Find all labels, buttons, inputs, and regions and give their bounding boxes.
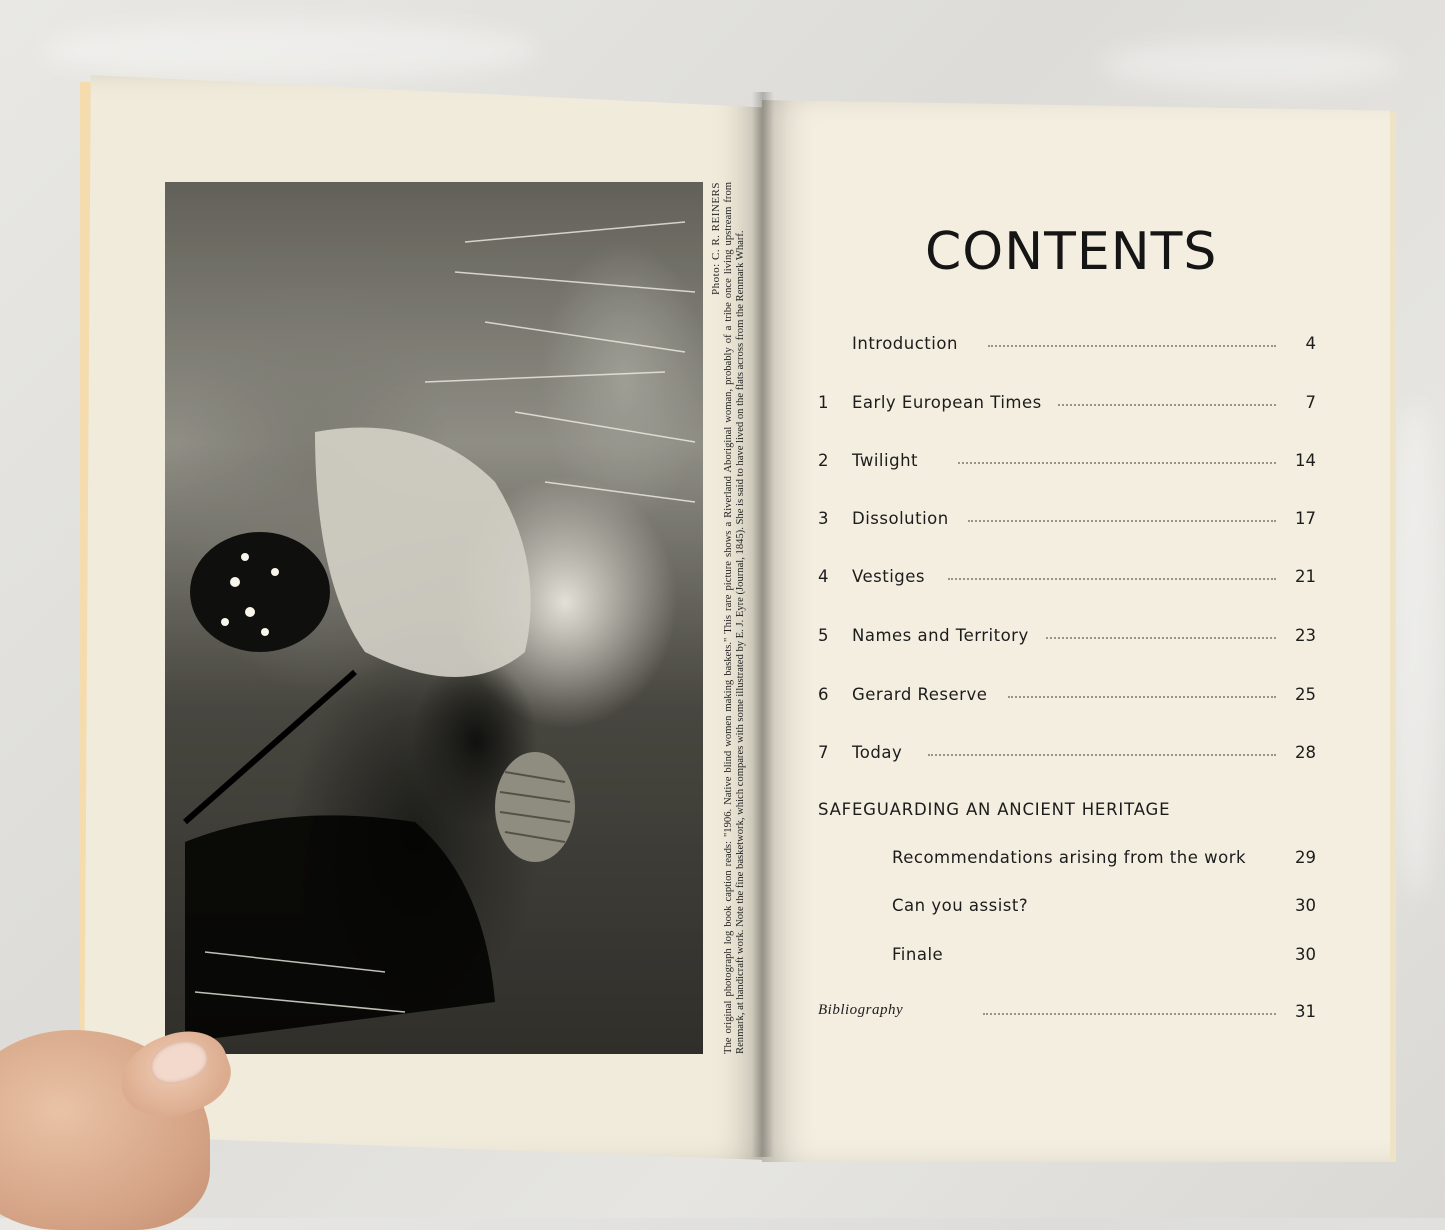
- toc-entry: [818, 685, 1316, 709]
- toc-page: 21: [1295, 567, 1316, 586]
- stick: [185, 672, 355, 822]
- toc-page: 28: [1295, 743, 1316, 762]
- garment: [315, 428, 531, 677]
- toc-entry: [818, 393, 1316, 417]
- toc-page: 23: [1295, 626, 1316, 645]
- headscarf: [190, 532, 330, 652]
- toc-label: Recommendations arising from the work: [892, 848, 1247, 867]
- toc-entry: [818, 567, 1316, 591]
- toc-entry: [818, 743, 1316, 767]
- toc-entry: [818, 626, 1316, 650]
- toc-subentry: [818, 945, 1316, 969]
- toc-entry: [818, 334, 1316, 358]
- toc-leader: [1008, 694, 1276, 698]
- toc-entry-bibliography: [818, 1002, 1316, 1026]
- toc-page: 30: [1295, 896, 1316, 915]
- toc-number: 7: [818, 743, 829, 762]
- toc-number: 1: [818, 393, 829, 412]
- toc-page: 14: [1295, 451, 1316, 470]
- toc-label: Finale: [892, 945, 944, 964]
- photo-caption: [710, 182, 770, 1054]
- historic-photograph: [165, 182, 703, 1054]
- toc-label: Dissolution: [852, 509, 949, 528]
- photograph-detail: [165, 182, 703, 1054]
- toc-leader: [928, 752, 1276, 756]
- photo-credit: Photo: C. R. REINERS: [710, 182, 722, 295]
- basket: [495, 752, 575, 862]
- toc-subentry: [818, 848, 1316, 872]
- toc-label: Bibliography: [818, 1002, 904, 1018]
- section-heading: SAFEGUARDING AN ANCIENT HERITAGE: [818, 800, 1171, 819]
- toc-number: 3: [818, 509, 829, 528]
- toc-number: 4: [818, 567, 829, 586]
- toc-leader: [983, 1011, 1276, 1015]
- cloth-highlight: [1100, 40, 1400, 90]
- toc-label: Today: [852, 743, 903, 762]
- toc-leader: [1058, 402, 1276, 406]
- toc-label: Gerard Reserve: [852, 685, 988, 704]
- toc-entry: [818, 509, 1316, 533]
- toc-page: 31: [1295, 1002, 1316, 1021]
- toc-label: Early European Times: [852, 393, 1042, 412]
- cloth-highlight: [1390, 400, 1440, 900]
- toc-page: 29: [1295, 848, 1316, 867]
- toc-label: Names and Territory: [852, 626, 1029, 645]
- toc-leader: [958, 460, 1276, 464]
- toc-label: Twilight: [852, 451, 918, 470]
- toc-leader: [988, 343, 1276, 347]
- toc-label: Vestiges: [852, 567, 926, 586]
- toc-page: 7: [1305, 393, 1316, 412]
- page-title: CONTENTS: [925, 222, 1218, 282]
- toc-label: Introduction: [852, 334, 958, 353]
- toc-entry: [818, 451, 1316, 475]
- dark-cloth: [185, 815, 495, 1042]
- toc-number: 5: [818, 626, 829, 645]
- toc-leader: [948, 576, 1276, 580]
- toc-page: 30: [1295, 945, 1316, 964]
- cloth-highlight: [40, 20, 540, 80]
- caption-text: The original photograph log book caption reads: "1906. Native blind women making baskets." This rare picture shows a Riverland Aboriginal woman, probably of a tribe once living upstream from Renmark, at handicraft work. Note the fine basketwork, which compares with some illustrated by E. J. Eyre (Journal, 1845). She is said to have lived on the flats across from the Renmark Wharf.: [723, 182, 746, 1054]
- toc-subentry: [818, 896, 1316, 920]
- toc-label: Can you assist?: [892, 896, 1029, 915]
- toc-leader: [1046, 635, 1276, 639]
- toc-number: 2: [818, 451, 829, 470]
- toc-leader: [968, 518, 1276, 522]
- toc-page: 17: [1295, 509, 1316, 528]
- toc-page: 25: [1295, 685, 1316, 704]
- toc-number: 6: [818, 685, 829, 704]
- toc-page: 4: [1305, 334, 1316, 353]
